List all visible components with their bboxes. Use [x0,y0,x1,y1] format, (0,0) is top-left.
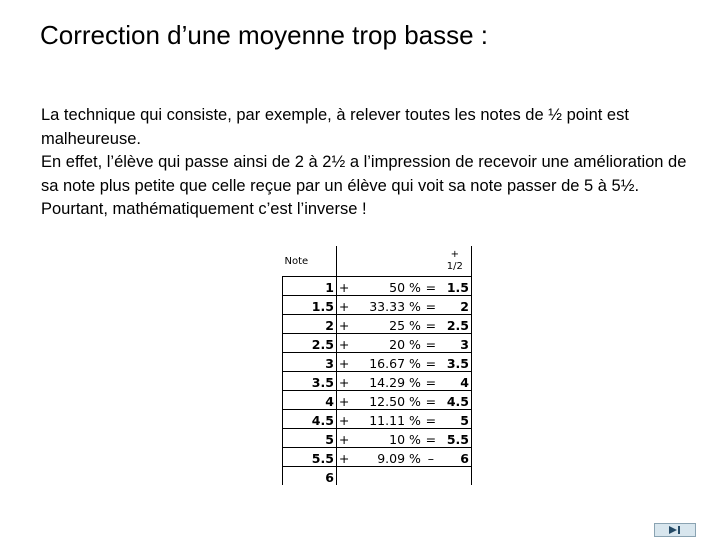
cell-percent: 9.09 [351,448,407,467]
next-slide-bar-icon [678,526,680,534]
cell-note: 5 [283,429,337,448]
cell-note: 3 [283,353,337,372]
cell-percent-sign: % [407,353,423,372]
table-row [283,448,472,467]
cell-equals: = [423,315,439,334]
cell-note: 2.5 [283,334,337,353]
cell-plus: + [336,410,351,429]
header-result [439,246,472,277]
table-row [283,296,472,315]
cell-result: 5 [439,410,472,429]
cell-plus: + [336,372,351,391]
cell-equals: = [423,391,439,410]
cell-equals [423,467,439,486]
header-note: Note [283,246,337,277]
table-row [283,467,472,486]
cell-result: 5.5 [439,429,472,448]
cell-plus: + [336,448,351,467]
table-row [283,334,472,353]
cell-plus: + [336,429,351,448]
cell-result: 4 [439,372,472,391]
cell-percent: 20 [351,334,407,353]
paragraph-explanation: En effet, l’élève qui passe ainsi de 2 à 2½ a l’impression de recevoir une amélioration de sa note plus petite que celle reçue par un élève qui voit sa note passer de 5 à 5½. Pourtant, mathématiquement c’est l’inverse ! [41,153,687,218]
cell-note: 1 [283,277,337,296]
table-row [283,410,472,429]
cell-equals: = [423,410,439,429]
next-slide-icon [669,526,677,534]
cell-result: 4.5 [439,391,472,410]
cell-percent-sign: % [407,296,423,315]
cell-percent: 11.11 [351,410,407,429]
cell-percent-sign: % [407,429,423,448]
cell-percent-sign: % [407,334,423,353]
cell-result: 1.5 [439,277,472,296]
table-row [283,353,472,372]
cell-percent-sign: % [407,391,423,410]
table-row [283,315,472,334]
cell-percent-sign: % [407,277,423,296]
cell-plus: + [336,391,351,410]
cell-result: 2 [439,296,472,315]
cell-percent: 33.33 [351,296,407,315]
cell-percent: 50 [351,277,407,296]
cell-note: 3.5 [283,372,337,391]
header-result-plus: + [450,249,460,260]
cell-result: 2.5 [439,315,472,334]
slide-title: Correction d’une moyenne trop basse : [40,20,489,50]
cell-equals: = [423,296,439,315]
table-row [283,277,472,296]
cell-percent: 16.67 [351,353,407,372]
cell-plus [336,467,351,486]
cell-percent-sign: % [407,372,423,391]
cell-note: 4 [283,391,337,410]
cell-percent: 10 [351,429,407,448]
cell-plus: + [336,296,351,315]
table-header-row [283,246,472,277]
cell-equals: = [423,353,439,372]
cell-percent [351,467,407,486]
table-row [283,372,472,391]
cell-result [439,467,472,486]
table-row [283,429,472,448]
cell-percent-sign: % [407,410,423,429]
cell-result: 6 [439,448,472,467]
cell-percent-sign: % [407,448,423,467]
cell-equals: – [423,448,439,467]
next-slide-button[interactable] [654,523,696,537]
table-row [283,391,472,410]
cell-plus: + [336,315,351,334]
cell-equals: = [423,372,439,391]
cell-note: 2 [283,315,337,334]
cell-percent-sign [407,467,423,486]
cell-plus: + [336,277,351,296]
cell-percent: 25 [351,315,407,334]
cell-percent-sign: % [407,315,423,334]
cell-result: 3 [439,334,472,353]
cell-plus: + [336,334,351,353]
cell-note: 1.5 [283,296,337,315]
cell-equals: = [423,277,439,296]
cell-percent: 14.29 [351,372,407,391]
body-text [41,104,691,222]
paragraph-intro: La technique qui consiste, par exemple, à relever toutes les notes de ½ point est malheureuse. [41,106,629,148]
cell-note: 6 [283,467,337,486]
cell-note: 4.5 [283,410,337,429]
cell-equals: = [423,334,439,353]
cell-note: 5.5 [283,448,337,467]
cell-plus: + [336,353,351,372]
header-result-half: 1/2 [446,261,463,272]
grade-table [282,246,472,485]
cell-equals: = [423,429,439,448]
cell-result: 3.5 [439,353,472,372]
cell-percent: 12.50 [351,391,407,410]
